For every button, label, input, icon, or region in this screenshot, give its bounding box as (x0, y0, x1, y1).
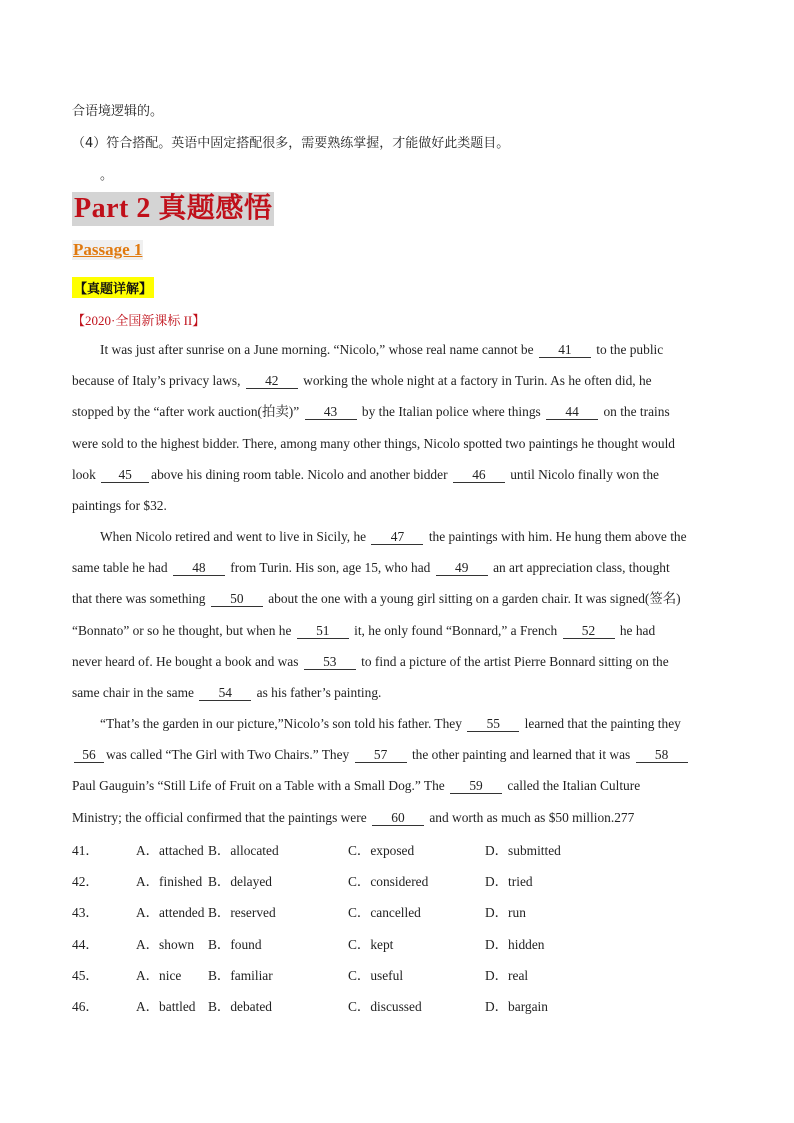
blank-59: 59 (450, 778, 502, 794)
blank-42: 42 (246, 373, 298, 389)
text-segment: from Turin. His son, age 15, who had (226, 560, 434, 576)
paragraph-line (72, 615, 732, 646)
text-segment: about the one with a young girl sitting on a garden chair. It was signed(签名) (264, 591, 681, 607)
option-c: C．useful (348, 967, 404, 983)
paragraph-line (72, 365, 732, 396)
text-segment: the other painting and learned that it was (408, 747, 634, 763)
detail-tag: 【真题详解】 (72, 277, 154, 298)
option-a: A．attended (136, 905, 205, 921)
paragraph-line (72, 396, 732, 427)
option-c: C．exposed (348, 843, 415, 858)
text-segment: he had (616, 622, 656, 638)
paragraph-line (72, 770, 732, 801)
text-segment: called the Italian Culture (504, 778, 641, 794)
blank-41: 41 (539, 342, 591, 358)
blank-49: 49 (436, 560, 488, 576)
text-segment: “Bonnato” or so he thought, but when he (72, 622, 295, 638)
blank-43: 43 (305, 404, 357, 420)
section-title: Part 2 真题感悟 (74, 193, 273, 224)
text-segment: paintings for $32. (72, 497, 167, 513)
text-segment: “That’s the garden in our picture,”Nicolo’s son told his father. They (100, 716, 466, 731)
text-segment: an art appreciation class, thought (489, 560, 670, 576)
blank-56: 56 (74, 747, 104, 763)
text-segment: When Nicolo retired and went to live in Sicily, he (100, 529, 370, 544)
paragraph-line (72, 459, 732, 490)
option-b: B．found (208, 936, 262, 952)
option-b: B．delayed (208, 874, 272, 890)
question-number: 45． (72, 967, 99, 983)
blank-57: 57 (355, 747, 407, 763)
text-segment: on the trains (600, 404, 670, 420)
paragraph-line (72, 739, 732, 770)
paragraph-1 (72, 334, 732, 521)
paragraph-line (72, 428, 732, 459)
text-segment: Paul Gauguin’s “Still Life of Fruit on a Table with a Small Dog.” The (72, 778, 449, 794)
paragraph-line (72, 646, 732, 677)
blank-50: 50 (211, 591, 263, 607)
blank-55: 55 (467, 716, 519, 732)
question-number: 43． (72, 905, 99, 921)
blank-52: 52 (563, 623, 615, 639)
option-d: D．run (485, 905, 526, 921)
text-segment: same table he had (72, 560, 171, 576)
text-segment: was called “The Girl with Two Chairs.” They (106, 747, 353, 763)
text-segment: to find a picture of the artist Pierre Bonnard sitting on the (357, 653, 669, 669)
option-a: A．finished (136, 874, 203, 890)
option-c: C．kept (348, 936, 394, 952)
intro-line-2: （4）符合搭配。英语中固定搭配很多，需要熟练掌握，才能做好此类题目。 (72, 136, 510, 151)
option-a: A．nice (136, 967, 182, 983)
exam-source: 【2020·全国新课标 II】 (72, 313, 206, 328)
blank-47: 47 (371, 529, 423, 545)
question-number: 44． (72, 936, 99, 952)
text-segment: to the public (592, 342, 664, 357)
text-segment: never heard of. He bought a book and was (72, 653, 302, 669)
text-segment: that there was something (72, 591, 209, 607)
text-segment: learned that the painting they (521, 716, 681, 731)
text-segment: until Nicolo finally won the (506, 466, 659, 482)
paragraph-2 (72, 521, 732, 708)
option-b: B．allocated (208, 843, 279, 858)
blank-45: 45 (101, 467, 149, 483)
text-segment: because of Italy’s privacy laws, (72, 373, 244, 389)
blank-60: 60 (372, 810, 424, 826)
paragraph-line (72, 334, 732, 365)
text-segment: above his dining room table. Nicolo and another bidder (151, 466, 451, 482)
text-segment: It was just after sunrise on a June morning. “Nicolo,” whose real name cannot be (100, 342, 537, 357)
question-number: 41． (72, 843, 99, 858)
question-number: 42． (72, 874, 99, 890)
option-b: B．debated (208, 999, 272, 1014)
text-segment: by the Italian police where things (358, 404, 545, 420)
option-c: C．discussed (348, 999, 422, 1014)
text-segment: as his father’s painting. (253, 684, 382, 700)
text-segment: look (72, 466, 100, 482)
text-segment: same chair in the same (72, 684, 198, 700)
blank-46: 46 (453, 467, 505, 483)
passage-title: Passage 1 (73, 240, 143, 259)
intro-line-3: 。 (100, 168, 114, 183)
option-d: D．bargain (485, 999, 548, 1014)
blank-54: 54 (199, 685, 251, 701)
text-segment: stopped by the “after work auction(拍卖)” (72, 404, 303, 420)
option-b: B．familiar (208, 967, 273, 983)
text-segment: it, he only found “Bonnard,” a French (350, 622, 561, 638)
blank-53: 53 (304, 654, 356, 670)
option-a: A．battled (136, 999, 196, 1014)
option-c: C．considered (348, 874, 429, 890)
option-b: B．reserved (208, 905, 276, 921)
text-segment: Ministry; the official confirmed that the paintings were (72, 809, 370, 825)
question-number: 46． (72, 999, 99, 1014)
intro-line-1: 合语境逻辑的。 (72, 104, 164, 119)
blank-51: 51 (297, 623, 349, 639)
paragraph-3 (72, 708, 732, 833)
paragraph-line (72, 490, 732, 521)
paragraph-line (72, 677, 732, 708)
option-c: C．cancelled (348, 905, 421, 921)
blank-58: 58 (636, 747, 688, 763)
option-a: A．attached (136, 843, 204, 858)
paragraph-line (72, 708, 732, 739)
option-a: A．shown (136, 936, 195, 952)
text-segment: and worth as much as $50 million.277 (426, 809, 635, 825)
option-d: D．hidden (485, 936, 545, 952)
paragraph-line (72, 552, 732, 583)
blank-44: 44 (546, 404, 598, 420)
paragraph-line (72, 521, 732, 552)
option-d: D．real (485, 967, 529, 983)
paragraph-line (72, 583, 732, 614)
paragraph-line (72, 802, 732, 833)
blank-48: 48 (173, 560, 225, 576)
option-d: D．tried (485, 874, 533, 890)
text-segment: working the whole night at a factory in Turin. As he often did, he (299, 373, 652, 389)
text-segment: were sold to the highest bidder. There, among many other things, Nicolo spotted two paintings he thought would (72, 435, 675, 451)
option-d: D．submitted (485, 843, 561, 858)
text-segment: the paintings with him. He hung them above the (425, 529, 687, 544)
